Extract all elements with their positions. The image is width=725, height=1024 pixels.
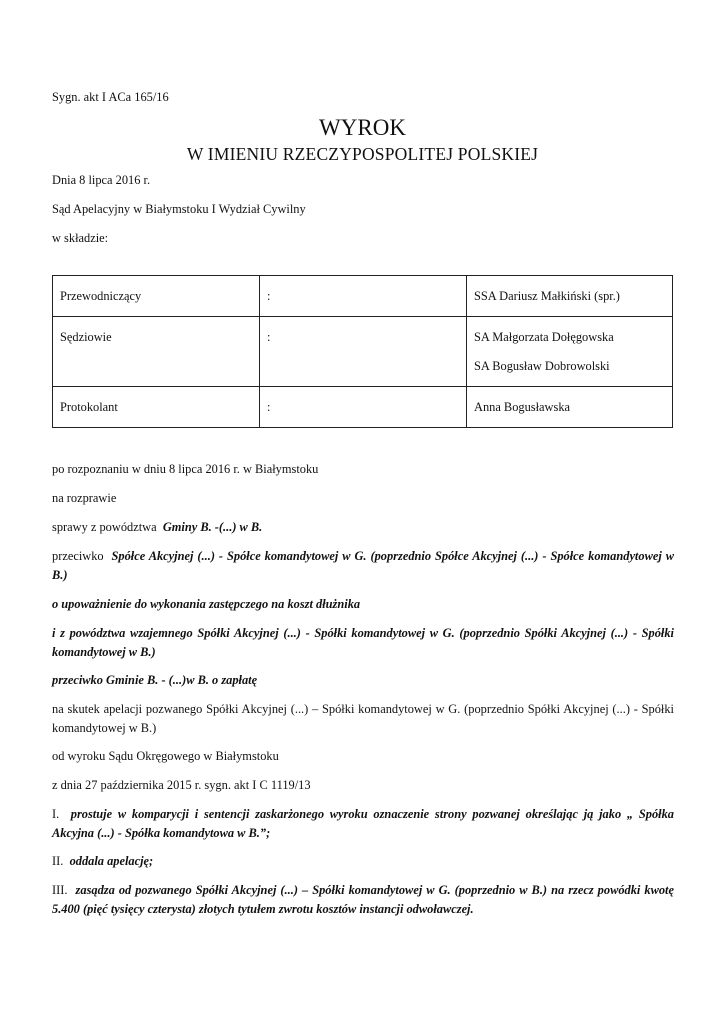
plaintiff-name: Gminy B. -(...) w B. xyxy=(162,520,263,534)
ruling-number: III. xyxy=(52,883,68,897)
counter-against-line: przeciwko Gminie B. - (...)w B. o zapłatę xyxy=(52,673,258,687)
hearing-line: na rozprawie xyxy=(52,491,117,505)
role-label: Protokolant xyxy=(60,400,118,414)
ruling-item xyxy=(52,881,674,919)
role-cell xyxy=(53,317,260,387)
ruling-text: prostuje w komparycji i sentencji zaskarżonego wyroku oznaczenie strony pozwanej określając ją jako „ Spółka Akcyjna (...) - Spółka komandytowa w B.”; xyxy=(52,807,674,840)
separator-cell xyxy=(260,276,467,317)
plaintiff-line xyxy=(52,518,674,537)
case-reference: Sygn. akt I ACa 165/16 xyxy=(52,90,169,104)
case-prefix: sprawy z powództwa xyxy=(52,520,157,534)
subject-line: o upoważnienie do wykonania zastępczego na koszt dłużnika xyxy=(52,597,361,611)
ruling-number: II. xyxy=(52,854,64,868)
appeal-line: na skutek apelacji pozwanego Spółki Akcyjnej (...) – Spółki komandytowej w G. (poprzednio Spółki Akcyjnej (...) - Spółki komandytowej w B.) xyxy=(52,702,674,735)
document-subtitle: W IMIENIU RZECZYPOSPOLITEJ POLSKIEJ xyxy=(186,144,539,164)
table-row xyxy=(53,276,673,317)
defendant-name: Spółce Akcyjnej (...) - Spółce komandytowej w G. (poprzednio Spółce Akcyjnej (...) - Spółce komandytowej w B.) xyxy=(52,549,674,582)
role-label: Przewodniczący xyxy=(60,289,142,303)
judge-name: SA Bogusław Dobrowolski xyxy=(474,359,610,373)
document-title: WYROK xyxy=(319,115,406,140)
role-cell xyxy=(53,387,260,428)
counterclaim-line: i z powództwa wzajemnego Spółki Akcyjnej (...) - Spółki komandytowej w G. (poprzednio Spółki Akcyjnej (...) - Spółki komandytowej w B.) xyxy=(52,626,674,659)
considered-line: po rozpoznaniu w dniu 8 lipca 2016 r. w Białymstoku xyxy=(52,462,319,476)
bench-table xyxy=(52,275,673,428)
ruling-text: zasądza od pozwanego Spółki Akcyjnej (...) – Spółki komandytowej w G. (poprzednio w B.) na rzecz powódki kwotę 5.400 (pięć tysięcy czterysta) złotych tytułem zwrotu kosztów instancji odwoławczej. xyxy=(52,883,674,916)
role-label: Sędziowie xyxy=(60,330,112,344)
table-row xyxy=(53,317,673,387)
ruling-number: I. xyxy=(52,807,60,821)
judgment-date-line: z dnia 27 października 2015 r. sygn. akt I C 1119/13 xyxy=(52,778,311,792)
separator: : xyxy=(267,289,271,303)
composition-label: w składzie: xyxy=(52,231,109,245)
against-prefix: przeciwko xyxy=(52,549,104,563)
clerk-name: Anna Bogusławska xyxy=(474,400,571,414)
date-line: Dnia 8 lipca 2016 r. xyxy=(52,173,151,187)
ruling-text: oddala apelację; xyxy=(69,854,154,868)
names-cell xyxy=(467,317,673,387)
judge-name: SA Małgorzata Dołęgowska xyxy=(474,330,614,344)
separator-cell xyxy=(260,317,467,387)
court-line: Sąd Apelacyjny w Białymstoku I Wydział Cywilny xyxy=(52,202,306,216)
names-cell xyxy=(467,276,673,317)
from-judgment-line: od wyroku Sądu Okręgowego w Białymstoku xyxy=(52,749,279,763)
separator: : xyxy=(267,400,271,414)
separator-cell xyxy=(260,387,467,428)
ruling-item xyxy=(52,805,674,843)
names-cell xyxy=(467,387,673,428)
defendant-line xyxy=(52,547,674,585)
role-cell xyxy=(53,276,260,317)
judge-name: SSA Dariusz Małkiński (spr.) xyxy=(474,289,620,303)
ruling-item xyxy=(52,852,674,871)
separator: : xyxy=(267,330,271,344)
table-row xyxy=(53,387,673,428)
